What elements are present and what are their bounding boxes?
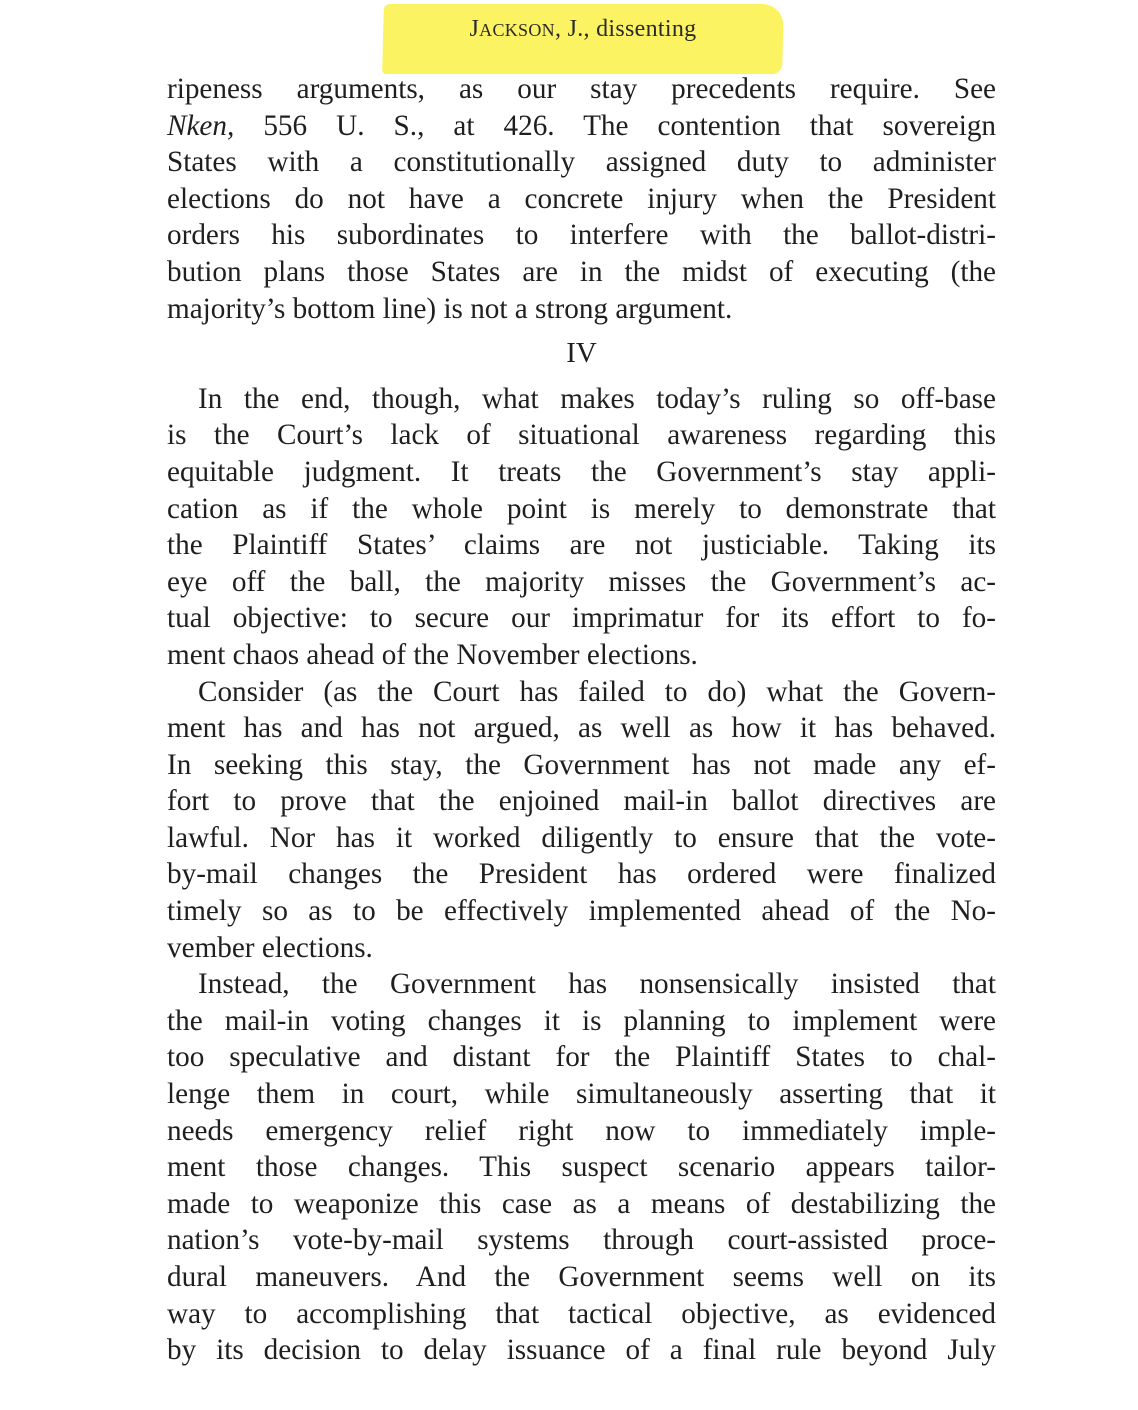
text-line: ment has and has not argued, as well as how it has behaved. (167, 712, 996, 745)
paragraph (167, 71, 996, 327)
text-line (167, 108, 996, 145)
text-line: ment those changes. This suspect scenario appears tailor- (167, 1151, 996, 1184)
text-line: the Plaintiff States’ claims are not justiciable. Taking its (167, 529, 996, 562)
running-head-text (383, 16, 783, 43)
text-line: the mail-in voting changes it is planning to implement were (167, 1004, 996, 1037)
text-line: equitable judgment. It treats the Government’s stay appli- (167, 455, 996, 488)
text-line: Consider (as the Court has failed to do) what the Govern- (198, 675, 996, 708)
text-line: made to weaponize this case as a means of destabilizing the (167, 1187, 996, 1220)
text-line: elections do not have a concrete injury when the President (167, 182, 996, 215)
text-line: way to accomplishing that tactical objective, as evidenced (167, 1297, 996, 1330)
paragraph (167, 966, 996, 1369)
text-line: dural maneuvers. And the Government seems well on its (167, 1261, 996, 1293)
text-line: tual objective: to secure our imprimatur for its effort to fo- (167, 602, 996, 635)
case-citation-italic: Nken, (167, 109, 235, 142)
text-line: orders his subordinates to interfere with the ballot-distri- (167, 219, 996, 252)
running-head-initial: J (469, 16, 480, 42)
text-line: by-mail changes the President has ordered were finalized (167, 858, 996, 891)
paragraph (167, 674, 996, 967)
running-head-rest: , J., dissenting (554, 16, 697, 42)
text-line: In the end, though, what makes today’s ruling so off-base (198, 382, 996, 415)
text-line: vember elections. (167, 931, 373, 964)
text-line: cation as if the whole point is merely to demonstrate that (167, 492, 996, 525)
text-line: fort to prove that the enjoined mail-in ballot directives are (167, 785, 996, 818)
text-line-rest: 556 U. S., at 426. The contention that sovereign (263, 109, 997, 142)
text-line: timely so as to be effectively implemented ahead of the No- (167, 895, 996, 928)
opinion-body (167, 71, 996, 1369)
text-line: lenge them in court, while simultaneously asserting that it (167, 1078, 996, 1111)
text-line: needs emergency relief right now to immediately imple- (167, 1114, 996, 1147)
text-line: In seeking this stay, the Government has not made any ef- (167, 748, 996, 781)
text-line: lawful. Nor has it worked diligently to ensure that the vote- (167, 821, 996, 854)
text-line: majority’s bottom line) is not a strong argument. (167, 292, 733, 325)
section-heading: IV (566, 337, 597, 370)
text-line: Instead, the Government has nonsensically insisted that (198, 968, 996, 1001)
text-line: ripeness arguments, as our stay precedents require. See (167, 73, 996, 105)
text-line: ment chaos ahead of the November elections. (167, 638, 698, 671)
running-head (383, 0, 783, 74)
text-line: bution plans those States are in the midst of executing (the (167, 255, 996, 288)
text-line: nation’s vote-by-mail systems through court-assisted proce- (167, 1224, 996, 1257)
running-head-smallcaps: ACKSON (479, 20, 555, 40)
text-line: is the Court’s lack of situational awareness regarding this (167, 419, 996, 452)
text-line: by its decision to delay issuance of a final rule beyond July (167, 1334, 996, 1367)
paragraph (167, 381, 996, 674)
text-line: too speculative and distant for the Plaintiff States to chal- (167, 1041, 996, 1074)
text-line: States with a constitutionally assigned duty to administer (167, 146, 996, 179)
text-line: eye off the ball, the majority misses the Government’s ac- (167, 565, 996, 598)
